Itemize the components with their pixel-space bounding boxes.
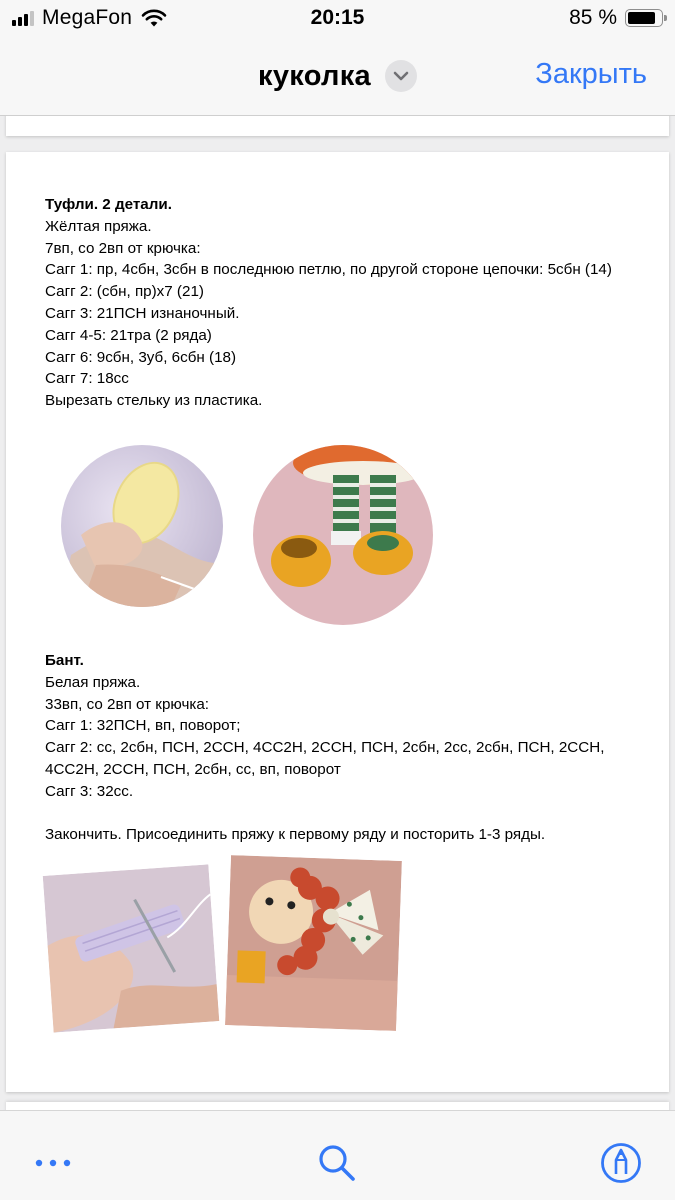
text-line: 7вп, со 2вп от крючка:	[45, 239, 201, 257]
text-line: Сагг 4-5: 21тра (2 ряда)	[45, 326, 212, 344]
text-line: Сагг 1: 32ПСН, вп, поворот;	[45, 717, 241, 735]
text-line: Жёлтая пряжа.	[45, 217, 152, 235]
doll-with-bow-photo	[225, 855, 402, 1031]
insole-photo	[61, 445, 223, 607]
bow-section	[45, 650, 639, 846]
text-line: Сагг 3: 21ПСН изнаночный.	[45, 304, 240, 322]
battery-percentage: 85 %	[569, 6, 617, 29]
bottom-toolbar	[0, 1110, 675, 1200]
text-line: Сагг 2: (сбн, пр)х7 (21)	[45, 283, 204, 301]
text-line: Вырезать стельку из пластика.	[45, 392, 263, 410]
shoes-section	[45, 194, 639, 412]
shoes-photo	[253, 445, 433, 625]
status-bar	[0, 0, 675, 38]
bow-heading: Бант.	[45, 652, 84, 669]
more-button[interactable]	[30, 1141, 76, 1185]
text-line: Сагг 6: 9сбн, 3уб, 6сбн (18)	[45, 348, 237, 366]
text-line: Сагг 3: 32сс.	[45, 782, 134, 800]
clock: 20:15	[310, 6, 365, 29]
text-line: Сагг 2: сс, 2сбн, ПСН, 2ССН, 4СС2Н, 2ССН, ПСН, 2сбн, 2сс, 2сбн, ПСН, 2ССН, 4СС2Н, 2ССН, ПСН, 2сбн, сс, вп, поворот	[45, 739, 605, 778]
shoes-heading: Туфли. 2 детали.	[45, 196, 172, 213]
text-line: 33вп, со 2вп от крючка:	[45, 695, 210, 713]
status-right	[569, 6, 663, 30]
finish-instruction: Закончить. Присоединить пряжу к первому ряду и посторить 1-3 ряды.	[45, 826, 546, 844]
previous-page	[6, 116, 669, 136]
chevron-down-icon	[393, 71, 409, 81]
battery-icon	[625, 9, 663, 27]
text-line: Сагг 1: пр, 4сбн, 3сбн в последнюю петлю, по другой стороне цепочки: 5сбн (14)	[45, 261, 612, 279]
text-line: Белая пряжа.	[45, 673, 141, 691]
title-menu-button[interactable]	[385, 60, 417, 92]
next-page	[6, 1102, 669, 1110]
ellipsis-icon	[35, 1159, 71, 1167]
search-button[interactable]	[312, 1141, 362, 1185]
search-icon	[317, 1143, 357, 1183]
markup-button[interactable]	[596, 1141, 646, 1185]
markup-pen-icon	[600, 1142, 642, 1184]
carrier-name: MegaFon	[42, 6, 133, 29]
document-title[interactable]: куколка	[258, 59, 371, 92]
document-scroll-area[interactable]	[0, 116, 675, 1110]
document-page	[6, 152, 669, 1092]
bow-knitting-photo	[43, 864, 220, 1032]
close-button[interactable]: Закрыть	[535, 58, 647, 90]
text-line: Сагг 7: 18сс	[45, 370, 129, 388]
navigation-bar	[0, 38, 675, 116]
battery-fill	[628, 12, 655, 24]
